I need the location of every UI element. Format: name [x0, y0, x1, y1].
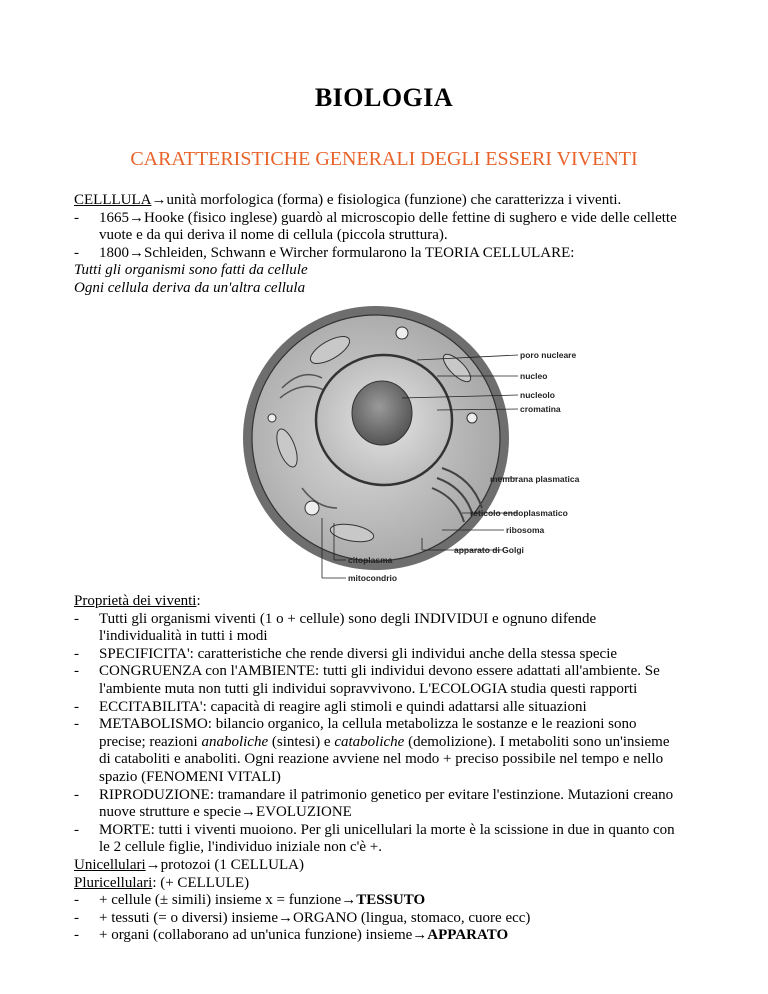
- term-anaboliche: anaboliche: [201, 733, 269, 750]
- prop-text: Tutti gli organismi viventi (1 o + cellule) sono degli INDIVIDUI e ognuno difende: [99, 610, 597, 627]
- prop-text: (sintesi) e: [268, 733, 335, 750]
- year-1665: 1665: [99, 209, 129, 226]
- bullet-dash: -: [74, 645, 79, 662]
- intro-line-2: [74, 210, 724, 228]
- intro-line-4: [74, 245, 724, 263]
- prop-cont: [74, 734, 724, 752]
- arrow-glyph: →: [129, 209, 144, 226]
- prop-item: [74, 716, 724, 734]
- label-nucleo: nucleo: [520, 371, 548, 381]
- prop-item: [74, 699, 724, 717]
- cell-diagram: [242, 298, 582, 586]
- label-cromatina: cromatina: [520, 404, 561, 414]
- bullet-dash: -: [74, 663, 79, 680]
- prop-text: + organi (collaborano ad un'unica funzione) insieme: [99, 927, 413, 944]
- section-subtitle: CARATTERISTICHE GENERALI DEGLI ESSERI VIVENTI: [130, 148, 638, 170]
- label-membrana: membrana plasmatica: [490, 474, 580, 484]
- properties-heading-line: [74, 593, 724, 611]
- prop-cont: spazio (FENOMENI VITALI): [99, 768, 281, 785]
- bullet-dash: -: [74, 892, 79, 909]
- theory-line-2: Ogni cellula deriva da un'altra cellula: [74, 279, 306, 296]
- intro-text: Hooke (fisico inglese) guardò al microscopio delle fettine di sughero e vide delle cellette: [144, 209, 677, 226]
- prop-item: [74, 646, 724, 664]
- vesicle-shape: [268, 414, 276, 422]
- prop-text: METABOLISMO: bilancio organico, la cellula metabolizza le sostanze e le reazioni sono: [99, 716, 637, 733]
- prop-item: [74, 787, 724, 805]
- bullet-dash: -: [74, 909, 79, 926]
- arrow-glyph: →: [412, 927, 428, 944]
- nucleolus-shape: [352, 381, 412, 445]
- bullet-dash: -: [74, 209, 79, 226]
- theory-line-1: Tutti gli organismi sono fatti da cellule: [74, 262, 308, 279]
- year-1800: 1800: [99, 244, 129, 261]
- bullet-dash: -: [74, 927, 79, 944]
- bullet-dash: -: [74, 786, 79, 803]
- prop-item: [74, 892, 724, 910]
- vesicle-shape: [305, 501, 319, 515]
- term-cataboliche: cataboliche: [334, 733, 405, 750]
- bullet-dash: -: [74, 244, 79, 261]
- label-reticolo: reticolo endoplasmatico: [470, 508, 568, 518]
- label-nucleolo: nucleolo: [520, 390, 555, 400]
- cell-term: CELLLULA: [74, 192, 152, 208]
- prop-cont: le 2 cellule figlie, l'individuo iniziale non c'è +.: [99, 839, 382, 856]
- arrow-glyph: →: [277, 909, 293, 926]
- prop-text: ECCITABILITA': capacità di reagire agli stimoli e quindi adattarsi alle situazioni: [99, 698, 587, 715]
- term-pluricellulari: Pluricellulari: [74, 874, 153, 891]
- arrow-glyph: →: [341, 892, 357, 909]
- intro-line-3: vuote e da qui deriva il nome di cellula (piccola struttura).: [99, 227, 448, 244]
- label-mitocondrio: mitocondrio: [348, 573, 398, 583]
- prop-cont: l'ambiente muta non tutti gli individui sopravvivono. L'ECOLOGIA studia questi rapporti: [99, 680, 638, 697]
- term-unicellulari: Unicellulari: [74, 856, 146, 873]
- bullet-dash: -: [74, 716, 79, 733]
- page-title: BIOLOGIA: [314, 83, 454, 112]
- bullet-dash: -: [74, 698, 79, 715]
- prop-text: nuove strutture e specie: [99, 804, 242, 821]
- vesicle-shape: [396, 327, 408, 339]
- bullet-dash: -: [74, 821, 79, 838]
- prop-text: MORTE: tutti i viventi muoiono. Per gli unicellulari la morte è la scissione in due in quanto con: [99, 821, 675, 838]
- unicellular-line: [74, 857, 724, 875]
- label-poro-nucleare: poro nucleare: [520, 350, 577, 360]
- prop-text: SPECIFICITA': caratteristiche che rende diversi gli individui anche della stessa specie: [99, 645, 618, 662]
- prop-text: RIPRODUZIONE: tramandare il patrimonio genetico per evitare l'estinzione. Mutazioni creano: [99, 786, 674, 803]
- prop-item: [74, 663, 724, 681]
- bullet-dash: -: [74, 610, 79, 627]
- prop-item: [74, 927, 724, 945]
- intro-block: [74, 192, 724, 298]
- term-tessuto: TESSUTO: [356, 892, 426, 909]
- vesicle-shape: [467, 413, 477, 423]
- arrow-glyph: →: [145, 856, 161, 873]
- term-apparato: APPARATO: [427, 927, 509, 944]
- arrow-glyph: →: [129, 244, 144, 261]
- intro-text: Schleiden, Schwann e Wircher formularono la TEORIA CELLULARE:: [144, 244, 575, 261]
- prop-cont: di cataboliti e anaboliti. Ogni reazione avviene nel modo + preciso possibile nel tempo e nello: [99, 751, 664, 768]
- properties-heading: Proprietà dei viventi: [74, 593, 197, 609]
- pluricellular-line: [74, 875, 724, 893]
- prop-text: protozoi (1 CELLULA): [160, 856, 304, 873]
- colon: :: [196, 593, 201, 609]
- intro-text: unità morfologica (forma) e fisiologica (funzione) che caratterizza i viventi.: [166, 192, 622, 208]
- label-citoplasma: citoplasma: [348, 555, 393, 565]
- arrow-glyph: →: [151, 192, 167, 208]
- prop-text: EVOLUZIONE: [256, 804, 352, 821]
- prop-item: [74, 611, 724, 629]
- prop-item: [74, 910, 724, 928]
- prop-text: precise; reazioni: [99, 733, 202, 750]
- prop-text: : (+ CELLULE): [152, 874, 250, 891]
- arrow-glyph: →: [241, 804, 257, 821]
- term-organo: ORGANO (lingua, stomaco, cuore ecc): [292, 909, 531, 926]
- prop-item: [74, 822, 724, 840]
- properties-block: [74, 593, 724, 945]
- prop-cont: [74, 804, 724, 822]
- label-golgi: apparato di Golgi: [454, 545, 524, 555]
- prop-text: (demolizione). I metaboliti sono un'insieme: [404, 733, 670, 750]
- prop-cont: l'individualità in tutti i modi: [99, 628, 268, 645]
- label-ribosoma: ribosoma: [506, 525, 545, 535]
- prop-text: + tessuti (= o diversi) insieme: [99, 909, 278, 926]
- intro-line-1: [74, 192, 724, 210]
- prop-text: CONGRUENZA con l'AMBIENTE: tutti gli individui devono essere adattati all'ambiente. Se: [99, 663, 660, 680]
- prop-text: + cellule (± simili) insieme x = funzione: [99, 892, 342, 909]
